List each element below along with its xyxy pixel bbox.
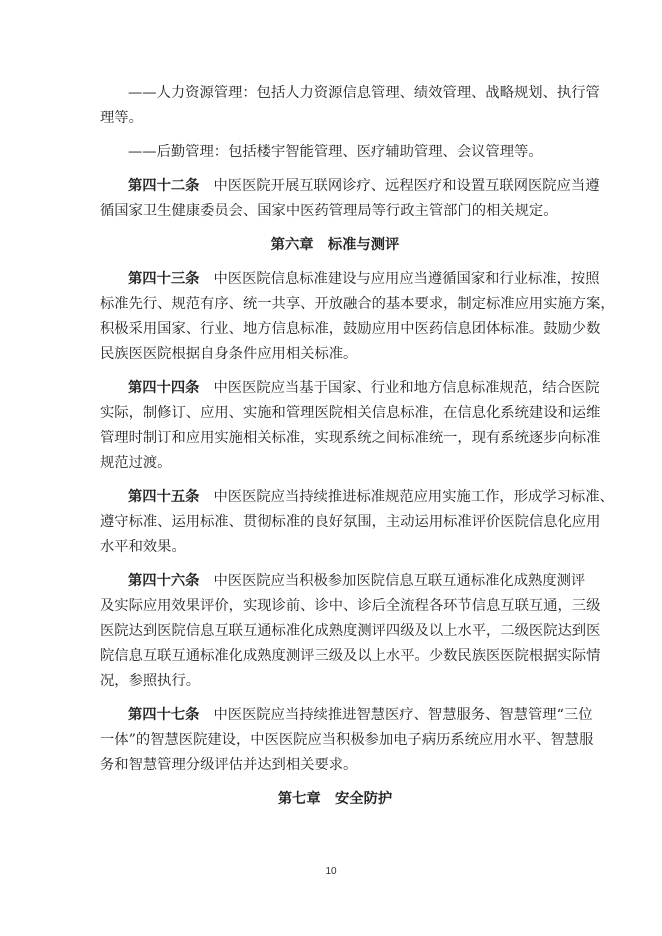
text-line [100,267,600,292]
document-body [100,81,615,821]
chapter-heading: 第六章 标准与测评 [270,237,400,253]
article-paragraph [100,376,601,476]
line-text: 积极采用国家、行业、地方信息标准，鼓励应用中医药信息团体标准。鼓励少数 [100,321,601,337]
article-paragraph [100,174,600,224]
list-paragraph [100,81,600,131]
line-text: 中医医院开展互联网诊疗、远程医疗和设置互联网医院应当遵 [213,178,600,194]
line-text: 规范过渡。 [100,455,172,471]
article-label: 第四十五条 [128,489,200,505]
text-line [100,106,570,131]
line-text: 一体”的智慧医院建设，中医医院应当积极参加电子病历系统应用水平、智慧服 [100,732,594,748]
line-text: 务和智慧管理分级评估并达到相关要求。 [100,757,358,773]
line-text: 中医医院信息标准建设与应用应当遵循国家和行业标准，按照 [213,271,600,287]
line-text: 及实际应用效果评价，实现诊前、诊中、诊后全流程各环节信息互联互通，三级 [100,598,601,614]
text-line [100,753,570,778]
text-line [100,569,586,594]
article-paragraph [100,569,601,694]
list-paragraph [100,140,570,165]
line-text: 水平和效果。 [100,539,186,555]
line-text: 民族医医院根据自身条件应用相关标准。 [100,346,358,362]
line-text: 医院达到医院信息互联互通标准化成熟度测评四级及以上水平，二级医院达到医 [100,623,601,639]
text-line [100,401,601,426]
line-text: 实际，制修订、应用、实施和管理医院相关信息标准，在信息化系统建设和运维 [100,405,601,421]
text-line [100,703,593,728]
article-paragraph [100,703,594,778]
text-line [100,535,570,560]
article-label: 第四十三条 [128,271,200,287]
page-number: 10 [325,866,337,877]
text-line [100,292,615,317]
line-text: ——后勤管理：包括楼宇智能管理、医疗辅助管理、会议管理等。 [128,144,543,160]
line-text: ——人力资源管理：包括人力资源信息管理、绩效管理、战略规划、执行管 [128,85,600,101]
text-line [100,140,570,165]
article-paragraph [100,485,614,560]
text-line [100,728,594,753]
text-line [100,644,601,669]
text-line [100,81,600,106]
text-line [100,317,601,342]
line-text: 管理时制订和应用实施相关标准，实现系统之间标准统一，现有系统逐步向标准 [100,430,601,446]
article-label: 第四十四条 [128,380,200,396]
article-paragraph [100,267,615,367]
line-text: 院信息互联互通标准化成熟度测评三级及以上水平。少数民族医医院根据实际情 [100,648,601,664]
line-text: 中医医院应当积极参加医院信息互联互通标准化成熟度测评 [213,573,586,589]
text-line [100,619,601,644]
line-text: 中医医院应当持续推进标准规范应用实施工作，形成学习标准、 [213,489,614,505]
line-text: 中医医院应当持续推进智慧医疗、智慧服务、智慧管理“三位 [213,707,593,723]
line-text: 况，参照执行。 [100,673,201,689]
text-line [100,174,600,199]
text-line [100,342,570,367]
article-label: 第四十六条 [128,573,200,589]
line-text: 中医医院应当基于国家、行业和地方信息标准规范，结合医院 [213,380,600,396]
text-line [100,669,570,694]
line-text: 遵守标准、运用标准、贯彻标准的良好氛围，主动运用标准评价医院信息化应用 [100,514,601,530]
text-line [100,426,601,451]
line-text: 循国家卫生健康委员会、国家中医药管理局等行政主管部门的相关规定。 [100,203,558,219]
line-text: 标准先行、规范有序、统一共享、开放融合的基本要求，制定标准应用实施方案， [100,296,615,312]
text-line [100,199,570,224]
article-label: 第四十七条 [128,707,200,723]
text-line [100,510,601,535]
text-line [100,485,614,510]
line-text: 理等。 [100,110,143,126]
text-line [100,376,600,401]
text-line [100,451,570,476]
chapter-heading: 第七章 安全防护 [277,791,393,807]
text-line [100,594,601,619]
article-label: 第四十二条 [128,178,200,194]
